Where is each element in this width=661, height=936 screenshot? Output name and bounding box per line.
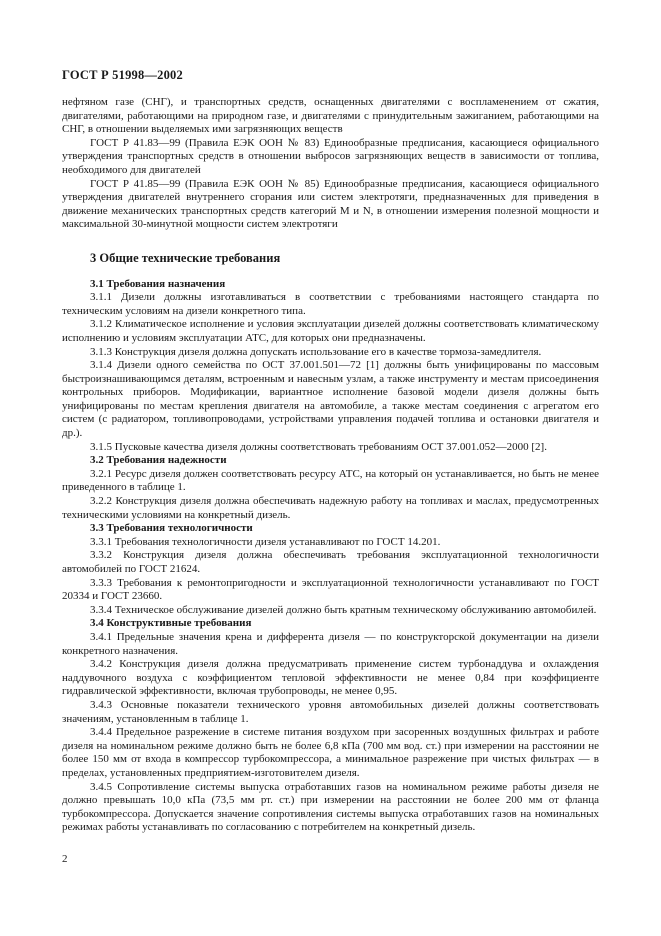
clause-3-2-1: 3.2.1 Ресурс дизеля должен соответствовать ресурсу АТС, на который он устанавливается, но быть не менее приведенного в таблице 1.: [62, 467, 599, 494]
document-header: ГОСТ Р 51998—2002: [62, 68, 183, 82]
clause-3-4-2: 3.4.2 Конструкция дизеля должна предусматривать применение систем турбонаддува и охлаждения наддувочного воздуха с коэффициентом тепловой эффективности не менее 0,84 при коэффициенте гидравлической эффективности, включая трубопроводы, не менее 0,95.: [62, 658, 599, 698]
clause-3-2-2: 3.2.2 Конструкция дизеля должна обеспечивать надежную работу на топливах и маслах, предусмотренных техническими условиями на конкретный дизель.: [62, 495, 599, 521]
intro-paragraph-continuation: нефтяном газе (СНГ), и транспортных средств, оснащенных двигателями с воспламенением от сжатия, двигателями, работающими на природном газе, и двигателями с принудительным зажиганием, работающими на СНГ, в отношении выделяемых ими загрязняющих веществ: [62, 96, 599, 136]
clause-3-1-5: 3.1.5 Пусковые качества дизеля должны соответствовать требованиям ОСТ 37.001.052—2000 [2].: [90, 440, 547, 453]
subsection-3-4-title: 3.4 Конструктивные требования: [90, 617, 252, 630]
clause-3-3-3: 3.3.3 Требования к ремонтопригодности и эксплуатационной технологичности устанавливают по ГОСТ 20334 и ГОСТ 23660.: [62, 576, 599, 603]
document-body: [62, 96, 599, 835]
subsection-3-3-title: 3.3 Требования технологичности: [90, 522, 253, 535]
page-number: 2: [62, 853, 68, 865]
clause-3-3-2: 3.3.2 Конструкция дизеля должна обеспечивать требования эксплуатационной технологичности автомобилей по ГОСТ 21624.: [62, 549, 599, 575]
clause-3-3-1: 3.3.1 Требования технологичности дизеля устанавливают по ГОСТ 14.201.: [90, 535, 441, 548]
clause-3-3-4: 3.3.4 Техническое обслуживание дизелей должно быть кратным техническому обслуживанию автомобилей.: [90, 603, 597, 616]
clause-3-4-5: 3.4.5 Сопротивление системы выпуска отработавших газов на номинальном режиме работы дизеля не должно превышать 10,0 кПа (73,5 мм рт. ст.) при измерении на расстоянии не более 200 мм от фланца турбокомпрессора. Допускается значение сопротивления системы выпуска отработавших газов на номинальных режимах работы устанавливать по согласованию с потребителем на конкретный дизель.: [62, 780, 599, 834]
intro-paragraph-gost-41-83: ГОСТ Р 41.83—99 (Правила ЕЭК ООН № 83) Единообразные предписания, касающиеся официального утверждения транспортных средств в отношении выбросов загрязняющих веществ в зависимости от топлива, необходимого для двигателей: [62, 136, 599, 176]
clause-3-4-1: 3.4.1 Предельные значения крена и дифферента дизеля — по конструкторской документации на дизели конкретного назначения.: [62, 630, 599, 657]
clause-3-4-3: 3.4.3 Основные показатели технического уровня автомобильных дизелей должны соответствовать значениям, установленным в таблице 1.: [62, 698, 599, 725]
clause-3-1-3: 3.1.3 Конструкция дизеля должна допускать использование его в качестве тормоза-замедлителя.: [90, 345, 542, 358]
subsection-3-2-title: 3.2 Требования надежности: [90, 454, 227, 467]
subsection-3-1-title: 3.1 Требования назначения: [90, 277, 226, 290]
section-3-title: 3 Общие технические требования: [90, 250, 281, 265]
clause-3-1-4: 3.1.4 Дизели одного семейства по ОСТ 37.001.501—72 [1] должны быть унифицированы по массовым быстроизнашивающимся деталям, встроенным и навесным узлам, а также инструменту и местам присоединения контрольных приборов. Модификации, вариантное исполнение базовой модели дизеля должны быть унифицированы по местам крепления двигателя на автомобиле, а также местам соединения с агрегатом его систем (с радиатором, топливопроводами, устройствами управления подачей топлива и остановки двигателя и др.).: [62, 359, 599, 440]
clause-3-1-1: 3.1.1 Дизели должны изготавливаться в соответствии с требованиями настоящего стандарта по техническим условиям на дизели конкретного типа.: [62, 291, 599, 317]
clause-3-1-2: 3.1.2 Климатическое исполнение и условия эксплуатации дизелей должны соответствовать климатическому исполнению и условиям эксплуатации АТС, для которых они предназначены.: [62, 318, 599, 344]
intro-paragraph-gost-41-85: ГОСТ Р 41.85—99 (Правила ЕЭК ООН № 85) Единообразные предписания, касающиеся официального утверждения двигателей внутреннего сгорания или систем электротяги, предназначенных для приведения в движение механических транспортных средств категорий M и N, в отношении измерения полезной мощности и максимальной 30-минутной мощности систем электротяги: [62, 177, 599, 231]
clause-3-4-4: 3.4.4 Предельное разрежение в системе питания воздухом при засоренных воздушных фильтрах и работе дизеля на номинальном режиме должно быть не более 6,8 кПа (700 мм вод. ст.) при измерении на расстоянии не более 150 мм от входа в компрессор турбокомпрессора, а минимальное разрежение при чистых фильтрах — в пределах, установленных предприятием-изготовителем дизеля.: [62, 726, 599, 779]
